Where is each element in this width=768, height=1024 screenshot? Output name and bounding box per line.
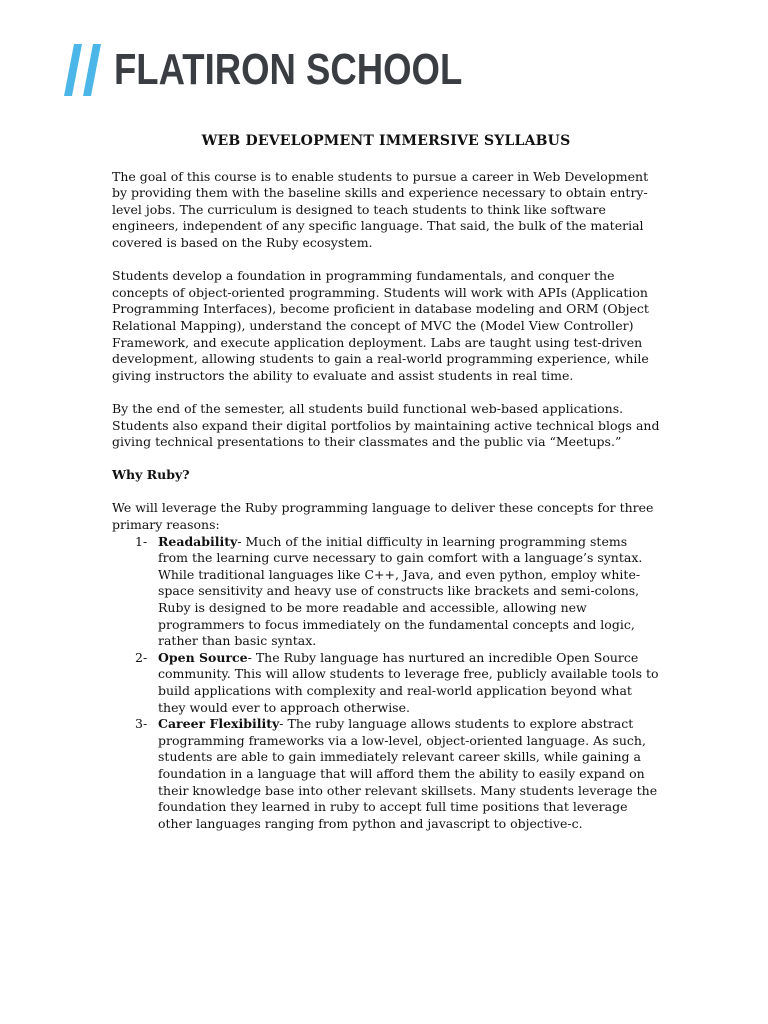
list-item-number: 1- bbox=[135, 533, 148, 549]
list-item-text: - The Ruby language has nurtured an incredible Open Source community. This will allow students to leverage free, publicly available tools to build applications with complexity and real-world application beyond what they would ever to approach otherwise. bbox=[158, 649, 659, 715]
logo-wordmark: FLATIRON SCHOOL bbox=[114, 45, 463, 94]
list-item-term: Readability bbox=[158, 533, 238, 549]
list-item bbox=[112, 650, 660, 716]
list-item bbox=[112, 534, 660, 650]
list-item-term: Career Flexibility bbox=[158, 716, 280, 732]
list-item-term: Open Source bbox=[158, 649, 248, 665]
list-item-number: 2- bbox=[135, 649, 148, 665]
flatiron-school-logo bbox=[64, 40, 534, 100]
document-title: WEB DEVELOPMENT IMMERSIVE SYLLABUS bbox=[201, 133, 571, 149]
section-intro: We will leverage the Ruby programming language to deliver these concepts for three primary reasons: bbox=[112, 500, 654, 533]
reasons-list bbox=[112, 534, 660, 833]
double-slash-logo-icon bbox=[64, 42, 102, 98]
paragraph-foundation: Students develop a foundation in programming fundamentals, and conquer the concepts of object-oriented programming. Students will work with APIs (Application Programming Interfaces), become proficient in database modeling and ORM (Object Relational Mapping), understand the concept of MVC the (Model View Controller) Framework, and execute application deployment. Labs are taught using test-driven development, allowing students to gain a real-world programming experience, while giving instructors the ability to evaluate and assist students in real time. bbox=[112, 268, 649, 383]
paragraph-semester: By the end of the semester, all students build functional web-based applications. Students also expand their digital portfolios by maintaining active technical blogs and giving technical presentations to their classmates and the public via “Meetups.” bbox=[112, 400, 660, 450]
syllabus-body bbox=[112, 133, 660, 832]
list-item-text: - The ruby language allows students to explore abstract programming frameworks via a low-level, object-oriented language. As such, students are able to gain immediately relevant career skills, while gaining a foundation in a language that will afford them the ability to easily expand on their knowledge base into other relevant skillsets. Many students leverage the foundation they learned in ruby to accept full time positions that leverage other languages ranging from python and javascript to objective-c. bbox=[158, 716, 658, 831]
list-item-text: - Much of the initial difficulty in learning programming stems from the learning curve necessary to gain comfort with a language’s syntax. While traditional languages like C++, Java, and even python, employ white-space sensitivity and heavy use of constructs like brackets and semi-colons, Ruby is designed to be more readable and accessible, allowing new programmers to focus immediately on the fundamental concepts and logic, rather than basic syntax. bbox=[158, 533, 643, 649]
paragraph-goal: The goal of this course is to enable students to pursue a career in Web Development by providing them with the baseline skills and experience necessary to obtain entry-level jobs. The curriculum is designed to teach students to think like software engineers, independent of any specific language. That said, the bulk of the material covered is based on the Ruby ecosystem. bbox=[112, 168, 649, 250]
list-item-number: 3- bbox=[135, 716, 148, 732]
section-heading-why-ruby: Why Ruby? bbox=[112, 467, 190, 483]
list-item bbox=[112, 716, 660, 832]
